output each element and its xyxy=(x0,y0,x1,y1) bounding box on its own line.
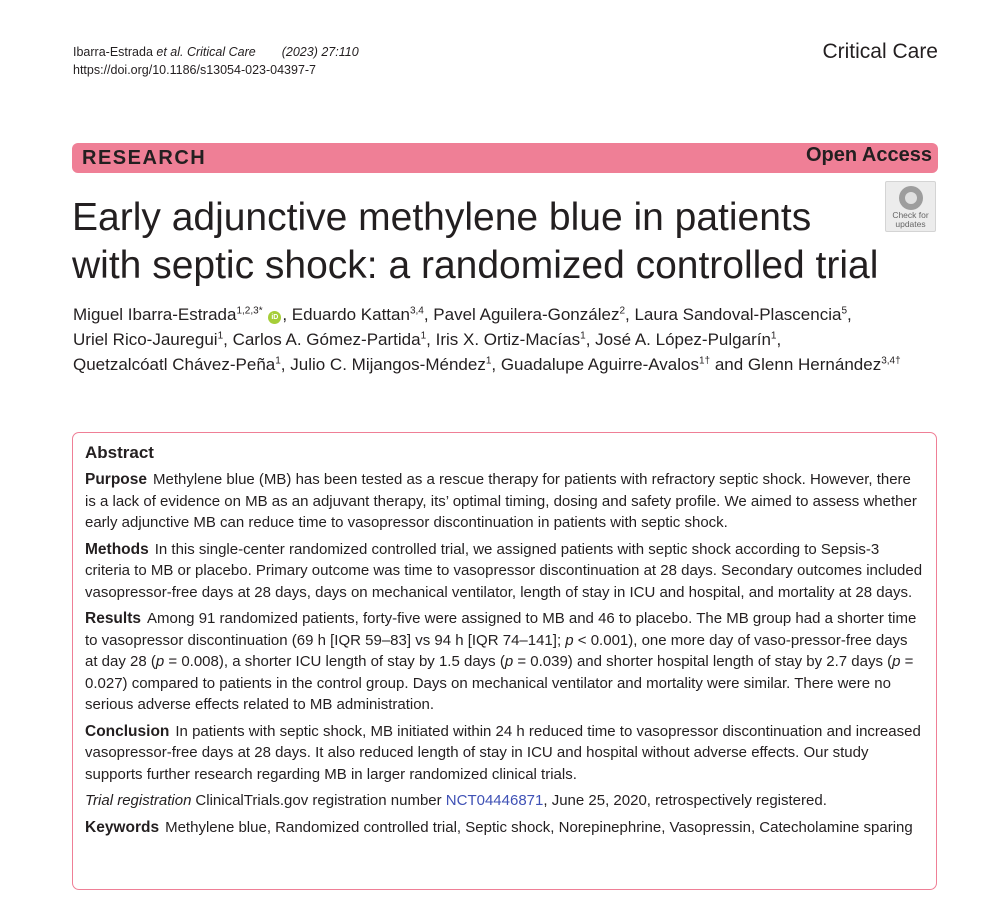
author-affiliation: 2 xyxy=(619,305,626,317)
abstract-trial-registration xyxy=(85,790,924,812)
results-text-4: p = 0.039) and shorter hospital length of stay by 2.7 days ( xyxy=(504,653,893,670)
author-affiliation: 1† xyxy=(699,355,711,367)
author-affiliation: 1 xyxy=(770,330,777,342)
citation-authors: Ibarra-Estrada xyxy=(73,45,157,59)
author-affiliation: 1 xyxy=(420,330,427,342)
trial-registration-label: Trial registration xyxy=(85,792,192,809)
author-line-1 xyxy=(73,302,953,327)
author-affiliation: 3,4† xyxy=(881,355,901,367)
author-name[interactable]: Uriel Rico-Jauregui xyxy=(73,330,218,349)
article-type-label: RESEARCH xyxy=(82,147,207,169)
article-type-band xyxy=(72,143,938,173)
author-list xyxy=(73,302,953,377)
trial-registration-link[interactable]: NCT04446871 xyxy=(445,792,544,809)
citation-year-volume: (2023) 27:110 xyxy=(281,45,359,59)
author-affiliation: 1 xyxy=(217,330,224,342)
author-affiliation: 1 xyxy=(485,355,492,367)
author-line-2 xyxy=(73,327,953,352)
author-name[interactable]: , Iris X. Ortiz-Macías xyxy=(426,330,581,349)
citation-etal: et al. xyxy=(156,45,184,59)
results-label: Results xyxy=(85,610,141,627)
journal-name: Critical Care xyxy=(822,40,938,63)
keywords-label: Keywords xyxy=(85,818,160,836)
methods-label: Methods xyxy=(85,540,149,558)
abstract-heading: Abstract xyxy=(85,443,154,462)
citation-line xyxy=(73,43,359,61)
citation-journal: Critical Care xyxy=(183,45,256,59)
results-text-3: p = 0.008), a shorter ICU length of stay by 1.5 days ( xyxy=(155,653,505,670)
p-value-symbol: p xyxy=(504,653,514,670)
abstract-keywords xyxy=(85,817,924,839)
author-affiliation: 3,4 xyxy=(409,305,424,317)
article-title-line2: with septic shock: a randomized controlled trial xyxy=(72,244,879,287)
author-name[interactable]: , Eduardo Kattan xyxy=(282,305,410,324)
results-text-2: p < 0.001), one more day of vaso-pressor-free days at day 28 ( xyxy=(85,631,908,670)
article-title xyxy=(72,194,932,290)
orcid-icon[interactable]: iD xyxy=(268,311,281,324)
author-name[interactable]: , Julio C. Mijangos-Méndez xyxy=(280,355,486,374)
author-name[interactable]: , José A. López-Pulgarín xyxy=(585,330,771,349)
p-value-symbol: p xyxy=(892,653,901,670)
author-name[interactable]: and Glenn Hernández xyxy=(710,355,882,374)
trial-registration-text: ClinicalTrials.gov registration number xyxy=(195,792,446,809)
abstract-methods xyxy=(85,539,924,604)
author-affiliation: 5 xyxy=(841,305,847,317)
author-affiliation: 1 xyxy=(275,355,281,367)
abstract-results xyxy=(85,608,924,716)
check-for-updates-line2: updates xyxy=(895,219,926,229)
purpose-label: Purpose xyxy=(85,471,148,488)
article-title-line1: Early adjunctive methylene blue in patients xyxy=(72,196,812,239)
p-value-symbol: p xyxy=(155,653,165,670)
purpose-text: Methylene blue (MB) has been tested as a rescue therapy for patients with refractory septic shock. However, there is a lack of evidence on MB as an adjuvant therapy, its’ optimal timing, dosing and safety profile. We aimed to assess whether early adjunctive MB can reduce time to vasopressor discontinuation in patients with septic shock. xyxy=(85,471,917,531)
author-name[interactable]: , Carlos A. Gómez-Partida xyxy=(223,330,421,349)
abstract-conclusion xyxy=(85,721,924,786)
abstract-box xyxy=(72,432,937,890)
p-value-symbol: p xyxy=(565,631,574,649)
author-name[interactable]: Quetzalcóatl Chávez-Peña xyxy=(73,355,276,374)
author-affiliation: 1,2,3* xyxy=(236,305,263,317)
check-for-updates-line1: Check for xyxy=(892,210,929,220)
author-separator: , xyxy=(847,305,852,324)
results-text-1: Among 91 randomized patients, forty-five were assigned to MB and 46 to placebo. The MB group had a shorter time to vasopressor discontinuation (69 h [IQR 59–83] vs 94 h [IQR 74–141]; xyxy=(85,610,917,649)
author-name[interactable]: , Pavel Aguilera-González xyxy=(423,305,620,324)
conclusion-text: In patients with septic shock, MB initiated within 24 h reduced time to vasopressor discontinuation and increased vasopressor-free days at 28 days. It also reduced length of stay in ICU and hospital without adverse effects. Our study supports further research regarding MB in larger randomized clinical trials. xyxy=(85,722,921,783)
citation-header xyxy=(73,43,359,79)
methods-text: In this single-center randomized controlled trial, we assigned patients with septic shock according to Sepsis-3 criteria to MB or placebo. Primary outcome was time to vasopressor discontinuation at 28 days. Secondary outcomes included vasopressor-free days at 28 days, days on mechanical ventilator, length of stay in ICU and hospital, and mortality at 28 days. xyxy=(85,540,923,601)
open-access-label: Open Access xyxy=(806,144,932,166)
author-affiliation: 1 xyxy=(580,330,586,342)
results-text-5: p = 0.027) compared to patients in the control group. Days on mechanical ventilator and mortality were similar. There were no serious adverse effects related to MB administration. xyxy=(85,653,914,713)
author-name[interactable]: , Guadalupe Aguirre-Avalos xyxy=(491,355,699,374)
doi-link[interactable]: https://doi.org/10.1186/s13054-023-04397-7 xyxy=(73,63,317,77)
author-line-3 xyxy=(73,352,953,377)
abstract-purpose xyxy=(85,469,924,534)
author-name[interactable]: Miguel Ibarra-Estrada xyxy=(73,305,237,324)
author-name[interactable]: , Laura Sandoval-Plascencia xyxy=(625,305,842,324)
conclusion-label: Conclusion xyxy=(85,722,170,740)
author-separator: , xyxy=(776,330,782,349)
trial-registration-date: , June 25, 2020, retrospectively registered. xyxy=(543,792,827,809)
keywords-text: Methylene blue, Randomized controlled trial, Septic shock, Norepinephrine, Vasopressin, Catecholamine sparing xyxy=(165,818,913,836)
